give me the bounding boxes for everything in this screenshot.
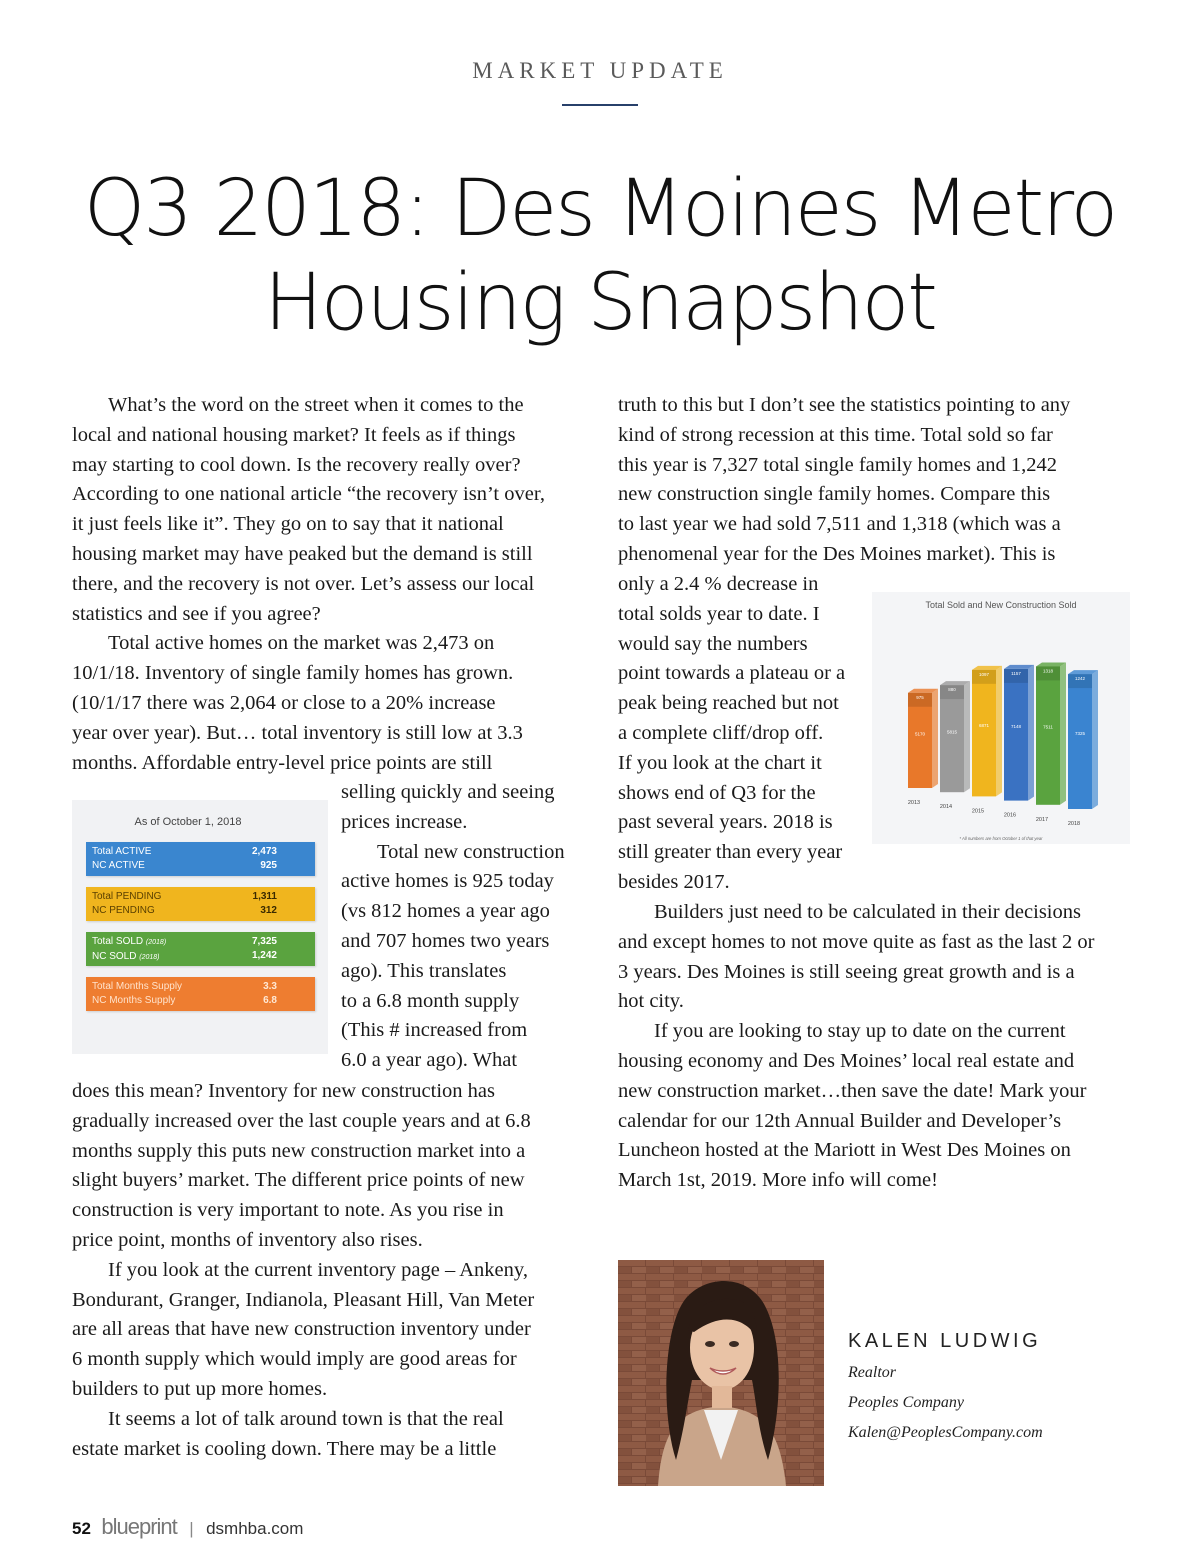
magazine-logo: blueprint	[101, 1514, 177, 1539]
text-line: prices increase.	[341, 810, 468, 833]
chart-tick-label: 2017	[1035, 816, 1049, 823]
text-line: estate market is cooling down. There may be a little	[72, 1437, 497, 1460]
text-line: Luncheon hosted at the Mariott in West Des Moines on	[618, 1139, 1071, 1162]
text-line: What’s the word on the street when it comes to the	[108, 394, 524, 416]
chart-title: Total Sold and New Construction Sold	[925, 600, 1077, 610]
chart-bar-side	[1028, 665, 1034, 801]
text-line: a complete cliff/drop off.	[618, 721, 824, 744]
chart-bar	[940, 685, 964, 792]
sold-chart	[872, 592, 1130, 844]
text-line: year over year). But… total inventory is still low at 3.3	[72, 721, 523, 744]
text-line: and except homes to not move quite as fast as the last 2 or	[618, 930, 1095, 953]
text-line: construction is very important to note. As you rise in	[72, 1199, 504, 1222]
text-line: gradually increased over the last couple years and at 6.8	[72, 1109, 531, 1132]
author-company: Peoples Company	[848, 1394, 964, 1411]
chart-bar-side	[1060, 662, 1066, 804]
chart-bar	[972, 670, 996, 797]
text-line: local and national housing market? It feels as if things	[72, 423, 516, 446]
text-line: builders to put up more homes.	[72, 1377, 328, 1400]
page-footer	[72, 1514, 303, 1540]
page-number: 52	[72, 1519, 91, 1538]
text-line: 3 years. Des Moines is still seeing great growth and is a	[618, 960, 1075, 983]
text-line: new construction single family homes. Compare this	[618, 483, 1051, 506]
inventory-row-months-supply	[86, 977, 315, 1011]
chart-data-label: 1318	[1042, 668, 1054, 674]
column-1-bottom-text	[72, 1077, 534, 1464]
text-line: active homes is 925 today	[341, 870, 554, 893]
inventory-label: NC Months Supply	[92, 995, 176, 1006]
text-line: and 707 homes two years	[341, 929, 550, 952]
chart-bar	[1036, 666, 1060, 804]
text-line: If you look at the chart it	[618, 751, 822, 774]
inventory-summary-box	[72, 800, 328, 1054]
text-line: According to one national article “the recovery isn’t over,	[72, 483, 545, 506]
inventory-label: Total ACTIVE	[92, 846, 152, 857]
text-line: it just feels like it”. They go on to say that it national	[72, 513, 504, 536]
chart-data-label: 1242	[1074, 676, 1086, 682]
text-line: truth to this but I don’t see the statistics pointing to any	[618, 394, 1071, 416]
inventory-value: 7,325	[251, 936, 277, 947]
text-line: new construction market…then save the date! Mark your	[618, 1079, 1087, 1102]
text-line: to last year we had sold 7,511 and 1,318 (which was a	[618, 513, 1061, 536]
text-line: Total active homes on the market was 2,473 on	[108, 632, 495, 655]
author-name: KALEN LUDWIG	[848, 1330, 1042, 1352]
chart-bar-side	[964, 681, 970, 792]
text-line: It seems a lot of talk around town is that the real	[108, 1407, 504, 1430]
author-portrait-image	[618, 1260, 824, 1486]
chart-data-label: 6871	[978, 722, 990, 728]
author-role: Realtor	[848, 1364, 896, 1381]
chart-bar-side	[996, 666, 1002, 797]
text-line: March 1st, 2019. More info will come!	[618, 1169, 938, 1192]
inventory-label: NC PENDING	[92, 905, 155, 916]
text-line: kind of strong recession at this time. Total sold so far	[618, 423, 1053, 446]
inventory-label-note: (2018)	[145, 939, 167, 946]
inventory-value: 925	[260, 860, 277, 871]
chart-data-label: 1097	[978, 671, 990, 677]
column-2-wrap-text	[618, 570, 845, 898]
text-line: (vs 812 homes a year ago	[341, 900, 550, 923]
inventory-row-pending	[86, 887, 315, 921]
chart-data-label: 5170	[914, 731, 926, 737]
chart-bar	[908, 693, 932, 788]
text-line: If you are looking to stay up to date on the current	[654, 1020, 1066, 1043]
text-line: slight buyers’ market. The different price points of new	[72, 1169, 525, 1192]
chart-tick-label: 2018	[1067, 821, 1081, 827]
text-line: months. Affordable entry-level price points are still	[72, 751, 493, 774]
text-line: (10/1/17 there was 2,064 or close to a 20% increase	[72, 691, 496, 714]
column-2-bottom-text	[618, 898, 1095, 1196]
text-line: shows end of Q3 for the	[618, 781, 816, 804]
author-photo	[618, 1260, 824, 1486]
title-line-2: Housing Snapshot	[264, 258, 936, 348]
text-line: to a 6.8 month supply	[341, 989, 520, 1012]
inventory-value: 6.8	[263, 995, 277, 1006]
inventory-row-sold	[86, 932, 315, 966]
text-line: are all areas that have new construction inventory under	[72, 1318, 531, 1341]
chart-footnote: * All numbers are from October 1 of that year	[959, 836, 1043, 841]
column-1-wrap-text	[341, 778, 565, 1076]
chart-bar-side	[932, 689, 938, 788]
chart-data-label: 5815	[946, 729, 958, 735]
chart-bar-side	[1092, 670, 1098, 809]
inventory-row-active	[86, 842, 315, 876]
page-title	[0, 162, 1200, 350]
chart-data-label: 7148	[1010, 724, 1022, 730]
text-line: If you look at the current inventory page – Ankeny,	[108, 1258, 528, 1281]
text-line: months supply this puts new construction market into a	[72, 1139, 526, 1162]
inventory-value: 2,473	[251, 846, 277, 857]
chart-data-label: 975	[916, 694, 924, 700]
text-line: point towards a plateau or a	[618, 662, 846, 685]
chart-tick-label: 2014	[939, 804, 953, 811]
text-line: 6 month supply which would imply are good areas for	[72, 1348, 517, 1371]
chart-data-label: 7325	[1074, 730, 1086, 736]
inventory-label: Total PENDING	[92, 891, 162, 902]
inventory-value: 1,311	[252, 891, 277, 902]
chart-tick-label: 2016	[1003, 812, 1017, 819]
chart-data-label: 1157	[1011, 670, 1021, 676]
chart-data-label: 880	[948, 687, 956, 693]
text-line: Builders just need to be calculated in their decisions	[654, 901, 1081, 923]
chart-data-label: 7511	[1043, 724, 1053, 730]
text-line: only a 2.4 % decrease in	[618, 573, 819, 595]
text-line: (This # increased from	[341, 1019, 528, 1042]
inventory-value: 312	[260, 905, 277, 916]
text-line: besides 2017.	[618, 870, 730, 893]
title-line-1: Q3 2018: Des Moines Metro	[83, 164, 1117, 254]
text-line: may starting to cool down. Is the recovery really over?	[72, 453, 521, 476]
inventory-label: Total SOLD	[92, 936, 144, 947]
chart-bar	[1068, 674, 1092, 809]
chart-tick-label: 2013	[907, 800, 921, 806]
text-line: still greater than every year	[618, 841, 843, 864]
text-line: this year is 7,327 total single family homes and 1,242	[618, 453, 1057, 476]
text-line: statistics and see if you agree?	[72, 602, 321, 625]
text-line: Bondurant, Granger, Indianola, Pleasant Hill, Van Meter	[72, 1288, 535, 1311]
text-line: does this mean? Inventory for new construction has	[72, 1080, 495, 1102]
chart-tick-label: 2015	[971, 808, 985, 815]
inventory-label-note: (2018)	[139, 954, 160, 961]
text-line: phenomenal year for the Des Moines market). This is	[618, 542, 1056, 565]
text-line: selling quickly and seeing	[341, 781, 555, 803]
text-line: housing market may have peaked but the demand is still	[72, 542, 533, 565]
text-line: peak being reached but not	[618, 692, 839, 715]
text-line: past several years. 2018 is	[618, 811, 833, 834]
text-line: price point, months of inventory also rises.	[72, 1228, 423, 1251]
inventory-value: 1,242	[251, 950, 277, 961]
text-line: calendar for our 12th Annual Builder and Developer’s	[618, 1109, 1062, 1132]
text-line: 6.0 a year ago). What	[341, 1049, 518, 1072]
text-line: hot city.	[618, 990, 684, 1013]
inventory-value: 3.3	[263, 981, 277, 992]
section-divider	[562, 104, 638, 106]
column-1-top-text	[72, 391, 545, 778]
text-line: would say the numbers	[618, 632, 808, 655]
text-line: housing economy and Des Moines’ local real estate and	[618, 1049, 1075, 1072]
text-line: total solds year to date. I	[618, 602, 820, 625]
chart-bar	[1004, 669, 1028, 801]
sold-chart-svg	[872, 592, 1130, 844]
inventory-label: NC SOLD	[92, 951, 137, 962]
text-line: Total new construction	[377, 840, 565, 863]
inventory-label: Total Months Supply	[92, 981, 183, 992]
section-label: MARKET UPDATE	[472, 58, 728, 83]
footer-website: dsmhba.com	[206, 1519, 304, 1538]
column-2-top-text	[618, 391, 1070, 570]
inventory-label: NC ACTIVE	[92, 860, 145, 871]
inventory-title: As of October 1, 2018	[134, 816, 242, 828]
footer-separator: |	[189, 1519, 194, 1538]
author-email: Kalen@PeoplesCompany.com	[848, 1424, 1043, 1441]
text-line: ago). This translates	[341, 959, 507, 982]
text-line: 10/1/18. Inventory of single family homes has grown.	[72, 662, 514, 685]
text-line: there, and the recovery is not over. Let’s assess our local	[72, 572, 535, 595]
